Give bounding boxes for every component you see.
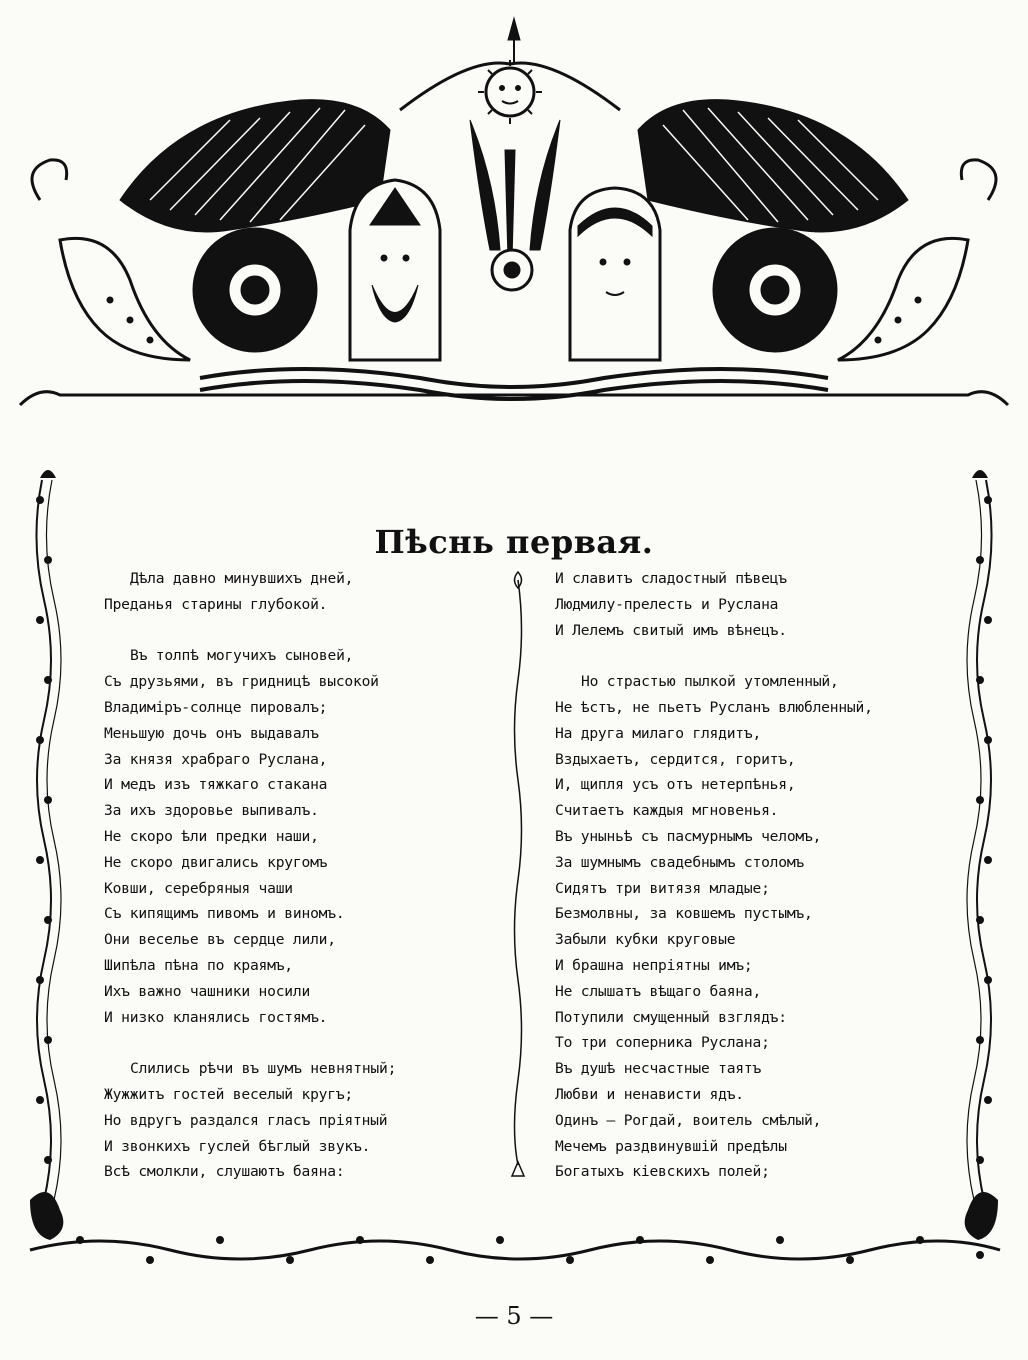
poem-line: Дѣла давно минувшихъ дней, — [130, 570, 354, 587]
poem-line: Всѣ смолкли, слушаютъ баяна: — [104, 1163, 345, 1181]
poem-line: Не ѣстъ, не пьетъ Русланъ влюбленный, — [555, 698, 873, 716]
poem-line: Не скоро ѣли предки наши, — [104, 827, 319, 845]
poem-column-left — [104, 566, 484, 1211]
poem-line: Безмолвны, за ковшемъ пустымъ, — [555, 905, 813, 923]
stanza — [104, 643, 484, 1030]
poem-line: Съ кипящимъ пивомъ и виномъ. — [104, 905, 345, 923]
poem-line: И славитъ сладостный пѣвецъ — [555, 570, 787, 587]
poem-line: Въ толпѣ могучихъ сыновей, — [130, 647, 354, 665]
poem-line: И, щипля усъ отъ нетерпѣнья, — [555, 776, 796, 794]
poem-line: Людмилу-прелесть и Руслана — [555, 595, 779, 613]
stanza — [104, 1056, 484, 1185]
poem-line: Шипѣла пѣна по краямъ, — [104, 956, 293, 974]
poem-line: Мечемъ раздвинувшій предѣлы — [555, 1137, 787, 1155]
poem-line: Считаетъ каждыя мгновенья. — [555, 802, 779, 820]
poem-line: Не слышатъ вѣщаго баяна, — [555, 982, 762, 1000]
poem-line: За князя храбраго Руслана, — [104, 750, 328, 768]
poem-line: Владиміръ-солнце пировалъ; — [104, 698, 328, 716]
poem-line: И звонкихъ гуслей бѣглый звукъ. — [104, 1137, 371, 1155]
poem-line: Любви и ненависти ядъ. — [555, 1085, 744, 1103]
poem-line: Но страстью пылкой утомленный, — [581, 673, 839, 691]
poem-column-right — [555, 566, 955, 1211]
poem-line: За шумнымъ свадебнымъ столомъ — [555, 853, 804, 871]
poem-line: Съ друзьями, въ гридницѣ высокой — [104, 673, 379, 691]
poem-line: Ихъ важно чашники носили — [104, 982, 311, 1000]
poem-line: Не скоро двигались кругомъ — [104, 853, 328, 871]
poem-line: Жужжитъ гостей веселый кругъ; — [104, 1085, 353, 1103]
poem-line: Слились рѣчи въ шумъ невнятный; — [130, 1060, 397, 1078]
stanza — [104, 566, 484, 618]
poem-line: Одинъ — Рогдай, воитель смѣлый, — [555, 1111, 822, 1129]
poem-line: Въ душѣ несчастные таятъ — [555, 1060, 762, 1078]
page-title: Пѣснь первая. — [374, 523, 654, 562]
poem-line: Но вдругъ раздался гласъ пріятный — [104, 1111, 388, 1129]
poem-line: И Лелемъ свитый имъ вѣнецъ. — [555, 621, 787, 639]
poem-line: Забыли кубки круговые — [555, 931, 736, 949]
poem-line: Потупили смущенный взглядъ: — [555, 1008, 787, 1026]
poem-line: Меньшую дочь онъ выдавалъ — [104, 724, 319, 742]
poem-line: Ковши, серебряныя чаши — [104, 879, 293, 897]
poem-line: Они веселье въ сердце лили, — [104, 931, 336, 949]
poem-line: Сидятъ три витязя младые; — [555, 879, 770, 897]
poem-line: Богатыхъ кіевскихъ полей; — [555, 1163, 770, 1181]
poem-line: И брашна непріятны имъ; — [555, 956, 753, 974]
stanza — [555, 669, 955, 1185]
stanza — [555, 566, 955, 643]
poem-line: То три соперника Руслана; — [555, 1034, 770, 1052]
poem-line: И медъ изъ тяжкаго стакана — [104, 776, 328, 794]
page-number: — 5 — — [474, 1302, 554, 1330]
poem-line: За ихъ здоровье выпивалъ. — [104, 802, 319, 820]
vine-divider — [503, 570, 533, 1180]
poem-line: Вздыхаетъ, сердится, горитъ, — [555, 750, 796, 768]
poem-line: Преданья старины глубокой. — [104, 595, 328, 613]
poem-line: На друга милаго глядитъ, — [555, 724, 762, 742]
poem-line: Въ уныньѣ съ пасмурнымъ челомъ, — [555, 827, 822, 845]
poem-line: И низко кланялись гостямъ. — [104, 1008, 328, 1026]
